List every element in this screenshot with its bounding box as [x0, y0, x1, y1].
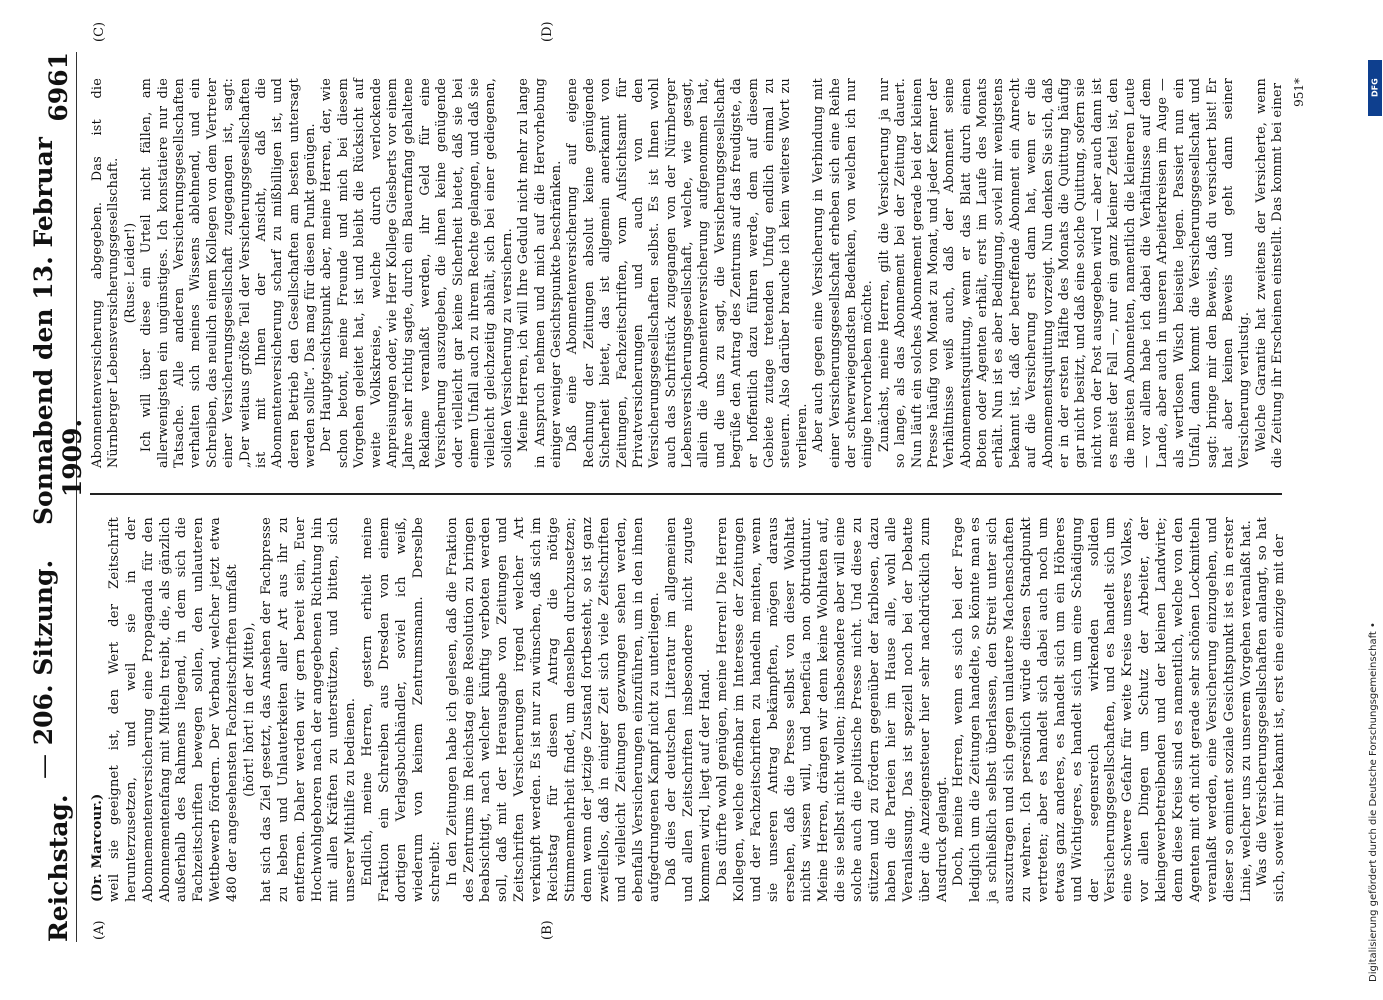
paragraph: Meine Herren, ich will Ihre Geduld nicht mehr zu lange in Anspruch nehmen und mich auf die Hervorhebung einiger weniger Gesichtspunkte beschränken. — [516, 78, 564, 468]
dfg-logo: DFG — [1368, 60, 1382, 116]
left-text-column — [90, 517, 1290, 902]
digitization-sidebar — [1368, 60, 1382, 990]
header-date: Sonnabend den 13. Februar 1909. — [29, 137, 87, 525]
signature-mark: 951* — [1292, 78, 1306, 107]
interjection: (Ruse: Leider!) — [122, 222, 138, 324]
margin-marker-b: (B) — [540, 920, 555, 940]
paragraph: Der Hauptgesichtspunkt aber, meine Herren, der, wie schon betont, meine Freunde und mich bei diesem Vorgehen geleitet hat, ist und bleibt die Rücksicht auf weite Volkskreise, welche durch verlockende Anpreisungen oder, wie Herr Kollege Giesberts vor einem Jahre sehr richtig sagte, durch ein Bauernfang gehaltene Reklame veranlaßt werden, ihr Geld für eine Versicherung auszugeben, die ihnen keine genügende oder vielleicht gar keine Sicherheit bietet, daß sie bei einem Unfall auch zu ihrem Rechte gelangen, und daß sie vielleicht gleichzeitig abhält, sich bei einer gediegenen, soliden Versicherung zu versichern. — [319, 78, 515, 468]
interjection: (hört! hört! in der Mitte), — [242, 622, 258, 797]
header-session: 206. Sitzung. — [29, 559, 58, 746]
paragraph: Welche Garantie hat zweitens der Versicherte, wenn die Zeitung ihr Erscheinen einstellt. Das kommt bei einer — [1253, 78, 1286, 468]
speaker-label: (Dr. Marcour.) — [90, 793, 105, 902]
paragraph: Zunächst, meine Herren, gilt die Versicherung ja nur so lange, als das Abonnement bei der Zeitung dauert. Nun läuft ein solches Abonnement gerade bei der kleinen Presse häufig von Monat zu Monat, und jeder Kenner der Verhältnisse weiß auch, daß der Abonnent seine Abonnementsquittung, wenn er das Blatt durch einen Boten oder Agenten erhält, erst im Laufe des Monats erhält. Nun ist es aber Bedingung, soviel mir wenigstens bekannt ist, daß der betreffende Abonnent ein Anrecht auf die Versicherung erst dann hat, wenn er die Abonnementsquittung vorzeigt. Nun denken Sie sich, daß er in der ersten Hälfte des Monats die Quittung häufig gar nicht besitzt, und daß eine solche Quittung, sofern sie nicht von der Post ausgegeben wird — aber auch dann ist es meist der Fall —, nur ein ganz kleiner Zettel ist, den die meisten Abonnenten, namentlich die kleineren Leute — vor allem habe ich dabei die Verhältnisse auf dem Lande, aber auch in unseren Arbeiterkreisen im Auge — als wertlosen Wisch beiseite legen. Passiert nun ein Unfall, dann kommt die Versicherungsgesellschaft und sagt: bringe mir den Beweis, daß du versichert bist! Er hat aber keinen Beweis und geht dann seiner Versicherung verlustig. — [876, 78, 1253, 468]
margin-marker-d: (D) — [540, 21, 555, 42]
header-session-line — [29, 122, 87, 795]
header-dash: — — [29, 753, 58, 779]
paragraph: Daß dies der deutschen Literatur im allgemeinen und allen Zeitschriften insbesondere nicht zugute kommen wird, liegt auf der Hand. — [664, 517, 714, 902]
column-divider — [90, 493, 1282, 495]
header-chamber: Reichstag. — [43, 794, 73, 942]
right-text-column — [90, 78, 1290, 468]
margin-marker-a: (A) — [92, 920, 107, 940]
paragraph: hat sich das Ziel gesetzt, das Ansehen der Fachpresse zu heben und Unlauterkeiten aller Art aus ihr zu entfernen. Daher werden wir gern bereit sein, Euer Hochwohlgeboren nach der angegebenen Richtung hin mit allen Kräften zu unterstützen, und bitten, sich unserer Mithilfe zu bedienen. — [258, 517, 359, 902]
paragraph: Doch, meine Herren, wenn es sich bei der Frage lediglich um die Zeitungen handelte, so könnte man es ja schließlich selbst überlassen, den Streit unter sich auszutragen und sich gegen unlautere Machenschaften zu wehren. Ich persönlich würde diesen Standpunkt vertreten; aber es handelt sich dabei auch noch um etwas ganz anderes, es handelt sich um ein Höheres und Wichtigeres, es handelt sich um eine Schädigung der segensreich wirkenden soliden Versicherungsgesellschaften, und es handelt sich um eine schwere Gefahr für weite Kreise unseres Volkes, vor allen Dingen um Schutz der Arbeiter, der kleingewerbetreibenden und der kleinen Landwirte; denn diese Kreise sind es namentlich, welche von den Agenten mit oft nicht gerade sehr schönen Lockmitteln veranlaßt werden, eine Versicherung einzugehen, und dieser so eminent soziale Gesichtspunkt ist es in erster Linie, welcher uns zu unserem Vorgehen veranlaßt hat. — [951, 517, 1254, 902]
digitization-credit: Digitalisierung gefördert durch die Deutsche Forschungsgemeinschaft • — [1368, 622, 1379, 982]
margin-marker-c: (C) — [92, 21, 107, 42]
paragraph: In den Zeitungen habe ich gelesen, daß die Fraktion des Zentrums im Reichstag eine Resolution zu bringen beabsichtigt, nach welcher künftig verboten werden soll, daß mit der Herausgabe von Zeitungen und Zeitschriften Versicherungen irgend welcher Art verknüpft werden. Es ist nur zu wünschen, daß sich im Reichstag für diesen Antrag die nötige Stimmenmehrheit findet, um denselben durchzusetzen; denn wenn der jetzige Zustand fortbesteht, so ist ganz zweifellos, daß in einiger Zeit sich viele Zeitschriften und vielleicht Zeitungen gezwungen sehen werden, ebenfalls Versicherungen einzuführen, um in den ihnen aufgedrungenen Kampf nicht zu unterliegen. — [444, 517, 663, 902]
paragraph: Aber auch gegen eine Versicherung in Verbindung mit einer Versicherungsgesellschaft erheben sich eine Reihe der schwerwiegendsten Bedenken, von welchen ich nur einige hervorheben möchte. — [811, 78, 876, 468]
header-page-number: 6961 — [43, 52, 73, 122]
paragraph: Was die Versicherungsgesellschaften anlangt, so hat sich, soweit mir bekannt ist, erst eine einzige mit der — [1255, 517, 1288, 902]
paragraph: Abonnentenversicherung abgegeben. Das ist die Nürnberger Lebensversicherungsgesellschaft. — [90, 78, 122, 468]
paragraph: Das dürfte wohl genügen, meine Herren! Die Herren Kollegen, welche offenbar im Interesse der Zeitungen und der Fachzeitschriften zu handeln meinten, wenn sie unseren Antrag bekämpften, mögen daraus ersehen, daß die Presse selbst von dieser Wohltat nichts wissen will, und beneficia non obtruduntur. Meine Herren, drängen wir denn keine Wohltaten auf, die sie selbst nicht wollen; insbesondere aber will eine solche auch die politische Presse nicht. Und diese zu stützen und zu fördern gegenüber der farblosen, dazu haben die Parteien hier im Hause alle, wohl alle Veranlassung. Das ist speziell noch bei der Debatte über die Anzeigensteuer hier sehr nachdrücklich zum Ausdruck gelangt. — [714, 517, 950, 902]
paragraph: weil sie geeignet ist, den Wert der Zeitschrift herunterzusetzen, und weil sie in der Abonnementenversicherung eine Propaganda für den Abonnementenfang mit Mitteln treibt, die, als gänzlich außerhalb des Rahmens liegend, in dem sich die Fachzeitschriften bewegen sollen, den unlauteren Wettbewerb fördern. Der Verband, welcher jetzt etwa 480 der angesehensten Fachzeitschriften umfaßt — [106, 517, 241, 902]
paragraph: Ich will über diese ein Urteil nicht fällen, am allerwenigsten ein ungünstiges. Ich konstatiere nur die Tatsache. Alle anderen Versicherungsgesellschaften verhalten sich meines Wissens ablehnend, und ein Schreiben, das neulich einem Kollegen von dem Vertreter einer Versicherungsgesellschaft zugegangen ist, sagt: „Der weitaus größte Teil der Versicherungsgesellschaften ist mit Ihnen der Ansicht, daß die Abonnentenversicherung scharf zu mißbilligen ist, und deren Betrieb den Gesellschaften am besten untersagt werden sollte“. Das mag für diesen Punkt genügen. — [139, 78, 319, 468]
page-header — [29, 52, 87, 942]
paragraph: Daß eine Abonnentenversicherung auf eigene Rechnung der Zeitungen absolut keine genügende Sicherheit bietet, das ist allgemein anerkannt von Zeitungen, Fachzeitschriften, vom Aufsichtsamt für Privatversicherungen und auch von den Versicherungsgesellschaften selbst. Es ist Ihnen wohl auch das Schriftstück zugegangen von der Nürnberger Lebensversicherungsgesellschaft, welche, wie gesagt, allein die Abonnentenversicherung aufgenommen hat, und die uns zu sagt, die Versicherungsgesellschaft begrüße den Antrag des Zentrums auf das freudigste, da er hoffentlich dazu führen werde, dem auf diesem Gebiete zutage tretenden Unfug endlich einmal zu steuern. Also darüber brauche ich kein weiteres Wort zu verlieren. — [565, 78, 810, 468]
paragraph: Endlich, meine Herren, gestern erhielt meine Fraktion ein Schreiben aus Dresden von einem dortigen Verlagsbuchhändler, soviel ich weiß, wiederum von keinem Zentrumsmann. Derselbe schreibt: — [360, 517, 443, 902]
